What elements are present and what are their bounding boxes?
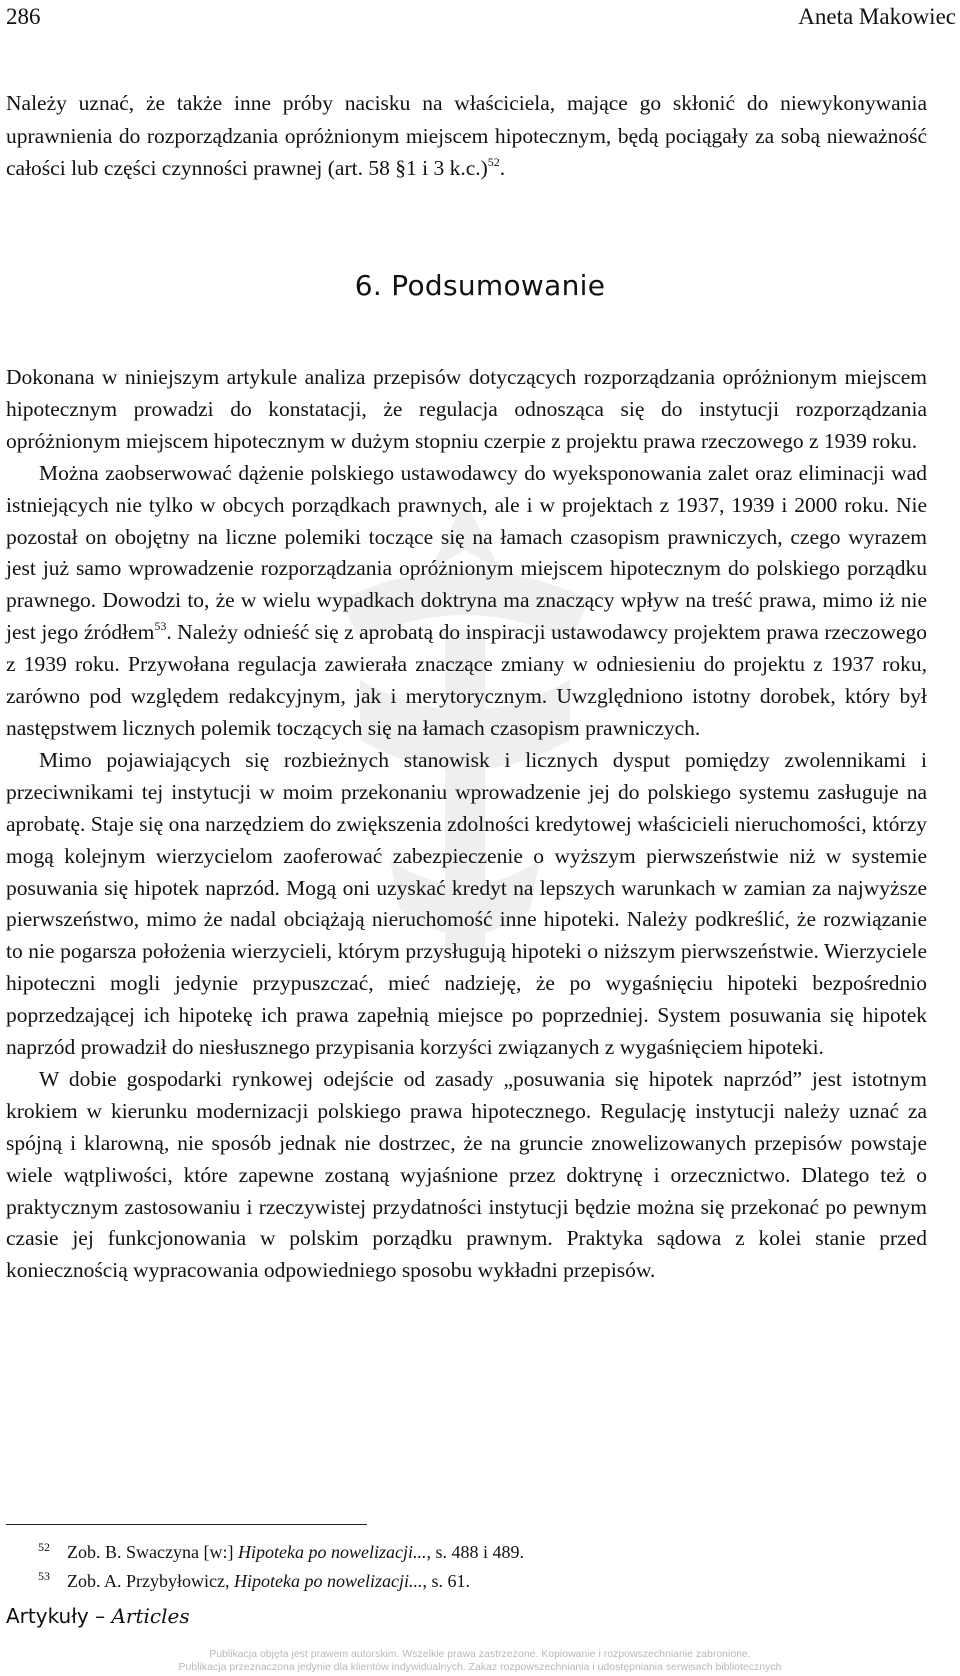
footnote-53 xyxy=(6,1567,927,1596)
footnote-title: Hipoteka po nowelizacji... xyxy=(233,1571,423,1591)
footnote-52 xyxy=(6,1538,927,1567)
footnote-prefix: Zob. A. Przybyłowicz, xyxy=(67,1571,234,1591)
section-label xyxy=(6,1604,190,1628)
footnote-suffix: , s. 488 i 489. xyxy=(426,1542,524,1562)
copyright-notice xyxy=(0,1648,960,1673)
footnote-suffix: , s. 61. xyxy=(422,1571,470,1591)
body-text xyxy=(6,362,927,1287)
section-label-text: Artykuły – xyxy=(6,1604,112,1628)
section-title: 6. Podsumowanie xyxy=(354,269,606,302)
copyright-line-2: Publikacja przeznaczona jedynie dla klientów indywidualnych. Zakaz rozpowszechniania i udostępniania serwisach bibliotecznych xyxy=(178,1660,782,1673)
intro-paragraph xyxy=(6,87,927,185)
footnote-title: Hipoteka po nowelizacji... xyxy=(237,1542,427,1562)
paragraph-3: Mimo pojawiających się rozbieżnych stanowisk i licznych dysput pomiędzy zwolennikami i przeciwnikami tej instytucji w moim przekonaniu wprowadzenie jej do polskiego systemu zasługuje na aprobatę. Staje się ona narzędziem do zwiększenia zdolności kredytowej właścicieli nieruchomości, którzy mogą kolejnym wierzycielom zaoferować zabezpieczenie o wyższym pierwszeństwie niż w systemie posuwania się hipotek naprzód. Mogą oni uzyskać kredyt na lepszych warunkach w zamian za najwyższe pierwszeństwo, mimo że nadal obciążają nieruchomość inne hipoteki. Należy podkreślić, że rozwiązanie to nie pogarsza położenia wierzycieli, którym przysługują hipoteki o niższym pierwszeństwie. Wierzyciele hipoteczni mogli jedynie przypuszczać, mieć nadzieję, że po wygaśnięciu hipoteki bezpośrednio poprzedzającej ich hipotekę ich prawa zapełnią miejsce po poprzedniej. System posuwania się hipotek naprzód prowadził do niesłusznego przypisania korzyści związanych z wygaśnięciem hipoteki. xyxy=(6,747,927,1060)
page-header xyxy=(6,0,956,40)
footnote-ref-52[interactable]: 52 xyxy=(487,155,500,169)
footnote-divider xyxy=(6,1524,367,1525)
footnote-prefix: Zob. B. Swaczyna [w:] xyxy=(67,1542,238,1562)
intro-text: Należy uznać, że także inne próby nacisku na właściciela, mające go skłonić do niewykonywania uprawnienia do rozporządzania opróżnionym miejscem hipotecznym, będą pociągały za sobą nieważność całości lub części czynności prawnej (art. 58 §1 i 3 k.c.) xyxy=(6,91,927,180)
paragraph-2-part-b: . Należy odnieść się z aprobatą do inspiracji ustawodawcy projektem prawa rzeczowego z 1939 roku. Przywołana regulacja zawierała znaczące zmiany w odniesieniu do projektu z 1937 roku, zarówno pod względem redakcyjnym, jak i merytorycznym. Uwzględniono istotny dorobek, który był następstwem licznych polemik toczących się na łamach czasopism prawniczych. xyxy=(6,620,927,740)
intro-tail: . xyxy=(499,156,506,180)
footnote-ref-53[interactable]: 53 xyxy=(154,619,167,634)
section-label-italic: Articles xyxy=(111,1604,190,1628)
footnotes xyxy=(6,1538,927,1596)
footnote-number: 53 xyxy=(38,1569,50,1583)
paragraph-2 xyxy=(6,458,927,745)
page-number: 286 xyxy=(6,4,41,29)
footnote-number: 52 xyxy=(38,1540,50,1554)
paragraph-1: Dokonana w niniejszym artykule analiza przepisów dotyczących rozporządzania opróżnionym miejscem hipotecznym prowadzi do konstatacji, że regulacja odnosząca się do instytucji rozporządzania opróżnionym miejscem hipotecznym w dużym stopniu czerpie z projektu prawa rzeczowego z 1939 roku. xyxy=(6,365,927,453)
paragraph-4: W dobie gospodarki rynkowej odejście od zasady „posuwania się hipotek naprzód” jest istotnym krokiem w kierunku modernizacji polskiego prawa hipotecznego. Regulację instytucji należy uznać za spójną i klarowną, nie sposób jednak nie dostrzec, że na gruncie znowelizowanych przepisów powstaje wiele wątpliwości, które zapewne zostaną wyjaśnione przez doktrynę i orzecznictwo. Dlatego też o praktycznym zastosowaniu i rzeczywistej przydatności instytucji będzie można się przekonać po pewnym czasie jej funkcjonowania w polskim porządku prawnym. Praktyka sądowa z kolei stanie przed koniecznością wypracowania odpowiedniego sposobu wykładni przepisów. xyxy=(6,1066,927,1283)
running-head-author: Aneta Makowiec xyxy=(798,4,956,29)
copyright-line-1: Publikacja objęta jest prawem autorskim. Wszelkie prawa zastrzeżone. Kopiowanie i rozpowszechnianie zabronione. xyxy=(209,1648,751,1660)
paragraph-2-part-a: Można zaobserwować dążenie polskiego ustawodawcy do wyeksponowania zalet oraz eliminacji wad istniejących nie tylko w obcych porządkach prawnych, ale i w projektach z 1937, 1939 i 2000 roku. Nie pozostał on obojętny na liczne polemiki toczące się na łamach czasopism prawniczych, czego wyrazem jest już samo wprowadzenie rozporządzania opróżnionym miejscem hipotecznym do polskiego porządku prawnego. Dowodzi to, że w wielu wypadkach doktryna ma znaczący wpływ na treść prawa, mimo iż nie jest jego źródłem xyxy=(6,460,927,645)
